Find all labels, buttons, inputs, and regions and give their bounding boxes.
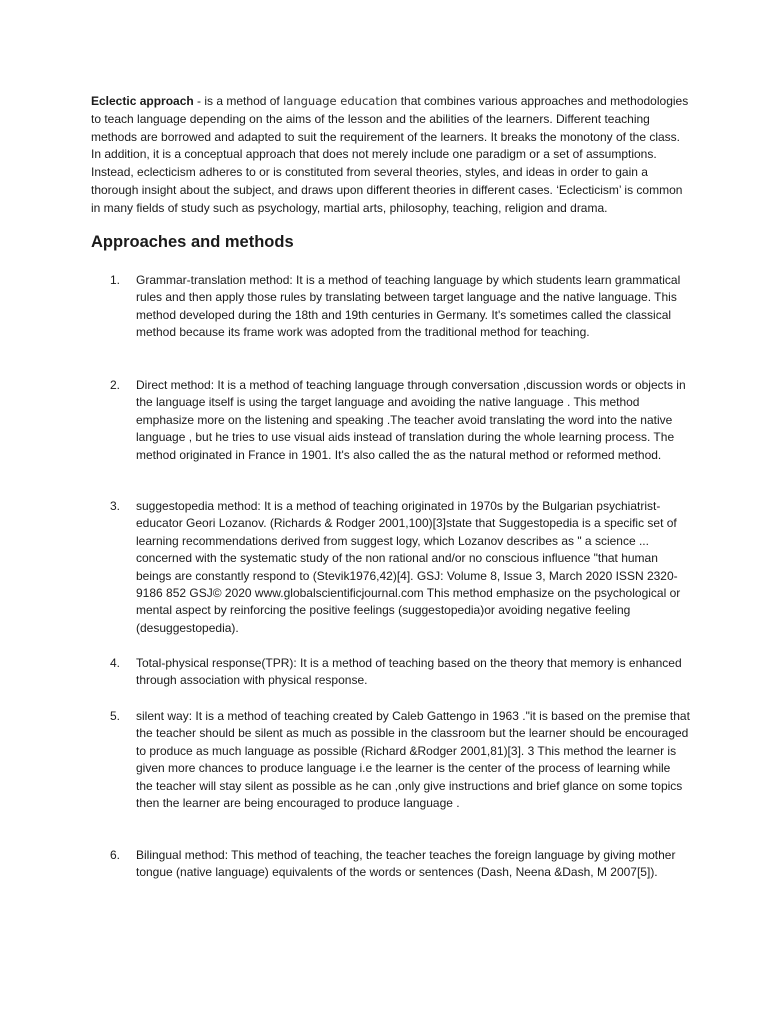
list-item-bilingual-method: [110, 847, 690, 882]
intro-linked-term: language education: [283, 94, 398, 108]
list-item-text: silent way: It is a method of teaching created by Caleb Gattengo in 1963 ."it is based on the premise that the teacher should be silent as much as possible in the classroom but the learner should be encouraged to produce as much language as possible (Richard &Rodger 2001,81)[3]. 3 This method the learner is given more chances to produce language i.e the learner is the center of the process of learning while the teacher will stay silent as possible as he can ,only give instructions and brief glance on some topics then the learner are being encouraged to produce language .: [136, 709, 690, 811]
list-item-number: 2.: [110, 378, 121, 392]
list-item-silent-way: [110, 708, 690, 812]
list-item-text: Bilingual method: This method of teaching, the teacher teaches the foreign language by giving mother tongue (native language) equivalents of the words or sentences (Dash, Neena &Dash, M 2007[5]).: [136, 848, 676, 880]
intro-paragraph: [91, 93, 691, 218]
intro-lead-term: Eclectic approach: [91, 94, 194, 108]
intro-text-part2: that combines various approaches and methodologies to teach language depending on the aims of the lesson and the abilities of the learners. Different teaching methods are borrowed and adapted to suit the requirement of the learners. It breaks the monotony of the class. In addition, it is a conceptual approach that does not merely include one paradigm or a set of assumptions. Instead, eclecticism adheres to or is constituted from several theories, styles, and ideas in order to gain a thorough insight about the subject, and draws upon different theories in different cases. ‘Eclecticism’ is common in many fields of study such as psychology, martial arts, philosophy, teaching, religion and drama.: [91, 94, 689, 215]
list-item-number: 5.: [110, 709, 121, 723]
section-heading: Approaches and methods: [91, 233, 294, 251]
list-item-grammar-translation: [110, 272, 690, 342]
list-item-text: suggestopedia method: It is a method of teaching originated in 1970s by the Bulgarian psychiatrist-educator Geori Lozanov. (Richards & Rodger 2001,100)[3]state that Suggestopedia is a specific set of learning recommendations derived from suggest logy, which Lozanov describes as " a science ... concerned with the systematic study of the non rational and/or no conscious influence "that human beings are constantly respond to (Stevik1976,42)[4]. GSJ: Volume 8, Issue 3, March 2020 ISSN 2320-9186 852 GSJ© 2020 www.globalscientificjournal.com This method emphasize on the psychological or mental aspect by reinforcing the positive feelings (suggestopedia)or avoiding negative feeling (desuggestopedia).: [136, 499, 681, 635]
list-item-number: 6.: [110, 848, 121, 862]
list-item-text: Total-physical response(TPR): It is a method of teaching based on the theory that memory is enhanced through association with physical response.: [136, 656, 682, 688]
list-item-suggestopedia: [110, 498, 690, 637]
list-item-total-physical-response: [110, 655, 690, 690]
list-item-text: Direct method: It is a method of teaching language through conversation ,discussion words or objects in the language itself is using the target language and avoiding the native language . This method emphasize more on the listening and speaking .The teacher avoid translating the word into the native language , but he tries to use visual aids instead of translation during the whole learning process. The method originated in France in 1901. It's also called the as the natural method or reformed method.: [136, 378, 686, 462]
list-item-number: 1.: [110, 273, 121, 287]
list-item-text: Grammar-translation method: It is a method of teaching language by which students learn grammatical rules and then apply those rules by translating between target language and the native language. This method developed during the 18th and 19th centuries in Germany. It's sometimes called the classical method because its frame work was adopted from the traditional method for teaching.: [136, 273, 681, 340]
list-item-direct-method: [110, 377, 690, 464]
list-item-number: 3.: [110, 499, 121, 513]
list-item-number: 4.: [110, 656, 121, 670]
intro-text-part1: - is a method of: [193, 94, 284, 108]
